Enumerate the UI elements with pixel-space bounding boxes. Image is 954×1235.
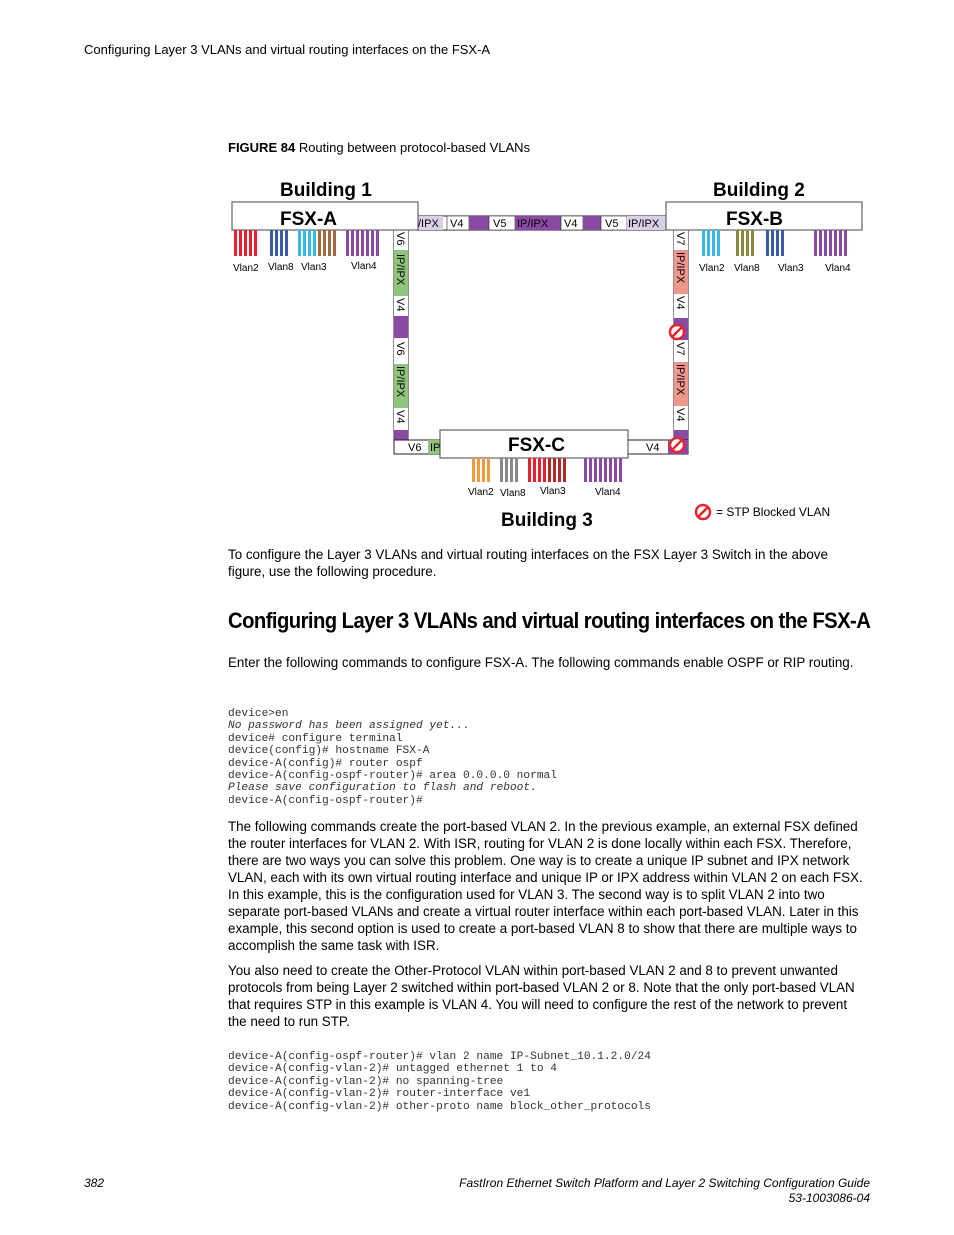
vlan-label: Vlan3: [778, 263, 804, 274]
figure-label: FIGURE 84: [228, 140, 296, 155]
stp-blocked-icon: [670, 438, 684, 452]
switch-port: [751, 230, 754, 256]
switch-port: [604, 458, 607, 482]
switch-port: [254, 230, 257, 256]
switch-port: [487, 458, 490, 482]
switch-label-fsx-b: FSX-B: [726, 209, 783, 230]
switch-port: [553, 458, 556, 482]
switch-port: [781, 230, 784, 256]
code-block-2: [228, 1051, 651, 1113]
code-line: device(config)# hostname FSX-A: [228, 745, 430, 758]
link-label-ipipx: IP/IPX: [394, 254, 406, 286]
link-label-v6: V6: [408, 442, 422, 454]
switch-port: [599, 458, 602, 482]
vlan-label: Vlan8: [734, 263, 760, 274]
link-label-v5: V5: [605, 218, 619, 230]
switch-port: [239, 230, 242, 256]
code-line: Please save configuration to flash and reboot.: [228, 782, 537, 795]
switch-port: [548, 458, 551, 482]
vlan-label: Vlan4: [595, 487, 621, 498]
vlan-label: Vlan4: [825, 263, 851, 274]
switch-port: [771, 230, 774, 256]
switch-port: [538, 458, 541, 482]
vlan-label: Vlan3: [301, 262, 327, 273]
switch-port: [558, 458, 561, 482]
switch-port: [712, 230, 715, 256]
switch-port: [234, 230, 237, 256]
building-3-title: Building 3: [501, 510, 593, 531]
vlan-label: Vlan8: [500, 488, 526, 499]
switch-port: [619, 458, 622, 482]
switch-port: [308, 230, 311, 256]
vlan-label: Vlan2: [233, 263, 259, 274]
link-label-v4: V4: [564, 218, 578, 230]
switch-port: [275, 230, 278, 256]
switch-port: [528, 458, 531, 482]
switch-port: [543, 458, 546, 482]
switch-port: [351, 230, 354, 256]
switch-port: [776, 230, 779, 256]
page-number: 382: [84, 1176, 105, 1190]
building-2-title: Building 2: [713, 180, 805, 201]
switch-port: [298, 230, 301, 256]
switch-port: [318, 230, 321, 256]
switch-port: [766, 230, 769, 256]
footer-doc-title: FastIron Ethernet Switch Platform and Layer 2 Switching Configuration Guide: [459, 1176, 870, 1190]
link-label-ipipx: IP/IPX: [628, 218, 660, 230]
code-line: device-A(config-ospf-router)# vlan 2 name IP-Subnet_10.1.2.0/24: [228, 1051, 651, 1063]
paragraph-3: You also need to create the Other-Protocol VLAN within port-based VLAN 2 and 8 to prevent unwanted protocols from being Layer 2 switched within port-based VLAN 2 or 8. Note that the only port-based VLAN that requires STP in this example is VLAN 4. You will need to configure the rest of the network to prevent the need to run STP.: [228, 963, 855, 1029]
link-label-ipipx: IP/IPX: [674, 252, 686, 284]
link-a-b: [416, 216, 666, 230]
figure-caption-text: Routing between protocol-based VLANs: [298, 140, 531, 155]
switch-port: [702, 230, 705, 256]
switch-port: [829, 230, 832, 256]
switch-port: [366, 230, 369, 256]
switch-port: [844, 230, 847, 256]
intro-paragraph: To configure the Layer 3 VLANs and virtual routing interfaces on the FSX Layer 3 Switch in the above figure, use the following procedure.: [228, 547, 828, 579]
switch-port: [323, 230, 326, 256]
switch-port: [244, 230, 247, 256]
switch-port: [609, 458, 612, 482]
switch-port: [356, 230, 359, 256]
vlan-label: Vlan4: [351, 261, 377, 272]
code-line: device>en: [228, 708, 289, 720]
switch-port: [746, 230, 749, 256]
switch-port: [328, 230, 331, 256]
ports-fsx-b: [702, 230, 847, 256]
link-label-ipx: /IPX: [418, 218, 439, 230]
paragraph-2: The following commands create the port-based VLAN 2. In the previous example, an external FSX defined the router interfaces for VLAN 2. With ISR, routing for VLAN 2 is done locally within each FSX. Therefore, there are two ways you can solve this problem. One way is to create a unique IP subnet and IPX network VLAN, each with its own virtual routing interface and unique IP or IPX address within VLAN 2 on each FSX. In this example, this is the configuration used for VLAN 3. The second way is to split VLAN 2 into two separate port-based VLANs and create a virtual router interface within each port-based VLAN. Later in this example, this second option is used to create a port-based VLAN 8 to show that there are multiple ways to accomplish the same task with ISR.: [228, 819, 863, 953]
link-a-c: [394, 230, 408, 442]
vlan-label: Vlan2: [468, 487, 494, 498]
switch-port: [510, 458, 513, 482]
switch-port: [361, 230, 364, 256]
link-label-v5: V5: [493, 218, 507, 230]
switch-port: [333, 230, 336, 256]
link-b-c: [674, 230, 688, 454]
switch-port: [819, 230, 822, 256]
switch-label-fsx-a: FSX-A: [280, 209, 337, 230]
link-label-v4: V4: [450, 218, 464, 230]
code-line: device-A(config-vlan-2)# other-proto name block_other_protocols: [228, 1100, 651, 1113]
switch-port: [472, 458, 475, 482]
code-line: device-A(config)# router ospf: [228, 757, 423, 770]
link-label-ip: IP: [430, 442, 441, 454]
network-diagram: [228, 172, 868, 534]
code-line: device-A(config-vlan-2)# untagged ethernet 1 to 4: [228, 1063, 557, 1076]
link-c-left-stub: [394, 440, 440, 454]
switch-port: [533, 458, 536, 482]
stp-blocked-icon: [670, 325, 684, 339]
figure-caption: [228, 140, 530, 155]
link-label-v6: V6: [394, 232, 406, 246]
legend-text: = STP Blocked VLAN: [716, 505, 831, 519]
code-line: device# configure terminal: [228, 732, 403, 745]
link-label-ipipx: IP/IPX: [394, 366, 406, 398]
code-block-1: [228, 708, 557, 807]
building-1-title: Building 1: [280, 180, 372, 201]
code-line: device-A(config-ospf-router)#: [228, 794, 423, 807]
link-label-v7: V7: [674, 342, 686, 356]
switch-port: [249, 230, 252, 256]
switch-port: [824, 230, 827, 256]
section-heading: Configuring Layer 3 VLANs and virtual routing interfaces on the FSX-A: [228, 608, 871, 633]
link-label-v4: V4: [394, 410, 406, 424]
vlan-label: Vlan3: [540, 486, 566, 497]
switch-port: [717, 230, 720, 256]
link-label-v4: V4: [674, 408, 686, 422]
switch-port: [741, 230, 744, 256]
switch-port: [594, 458, 597, 482]
switch-port: [707, 230, 710, 256]
switch-port: [371, 230, 374, 256]
switch-port: [736, 230, 739, 256]
link-label-v7: V7: [674, 232, 686, 246]
link-label-v4: V4: [394, 298, 406, 312]
paragraph-1: Enter the following commands to configure FSX-A. The following commands enable OSPF or RIP routing.: [228, 655, 854, 670]
switch-port: [589, 458, 592, 482]
switch-port: [346, 230, 349, 256]
switch-port: [839, 230, 842, 256]
code-line: device-A(config-ospf-router)# area 0.0.0.0 normal: [228, 770, 557, 783]
stp-blocked-icon: [696, 505, 710, 519]
footer-doc-info: [459, 1176, 870, 1206]
footer-doc-number: 53-1003086-04: [788, 1191, 870, 1205]
switch-port: [505, 458, 508, 482]
switch-port: [814, 230, 817, 256]
switch-port: [482, 458, 485, 482]
switch-port: [584, 458, 587, 482]
code-line: device-A(config-vlan-2)# no spanning-tree: [228, 1075, 504, 1088]
switch-port: [515, 458, 518, 482]
code-line: No password has been assigned yet...: [228, 720, 470, 733]
link-label-v4: V4: [646, 442, 660, 454]
ports-fsx-a: [234, 230, 379, 256]
running-header: Configuring Layer 3 VLANs and virtual routing interfaces on the FSX-A: [84, 42, 491, 57]
link-label-v6: V6: [394, 342, 406, 356]
code-line: device-A(config-vlan-2)# router-interface ve1: [228, 1088, 531, 1101]
link-label-ipipx: IP/IPX: [517, 218, 549, 230]
vlan-label: Vlan8: [268, 262, 294, 273]
link-label-v4: V4: [674, 296, 686, 310]
switch-port: [270, 230, 273, 256]
ports-fsx-c: [472, 458, 622, 482]
switch-port: [563, 458, 566, 482]
switch-port: [285, 230, 288, 256]
vlan-label: Vlan2: [699, 263, 725, 274]
legend: [696, 505, 830, 519]
switch-port: [614, 458, 617, 482]
link-label-ipipx: IP/IPX: [674, 364, 686, 396]
switch-label-fsx-c: FSX-C: [508, 435, 565, 456]
switch-port: [500, 458, 503, 482]
switch-port: [834, 230, 837, 256]
switch-port: [313, 230, 316, 256]
switch-port: [280, 230, 283, 256]
switch-port: [303, 230, 306, 256]
switch-port: [376, 230, 379, 256]
switch-port: [477, 458, 480, 482]
